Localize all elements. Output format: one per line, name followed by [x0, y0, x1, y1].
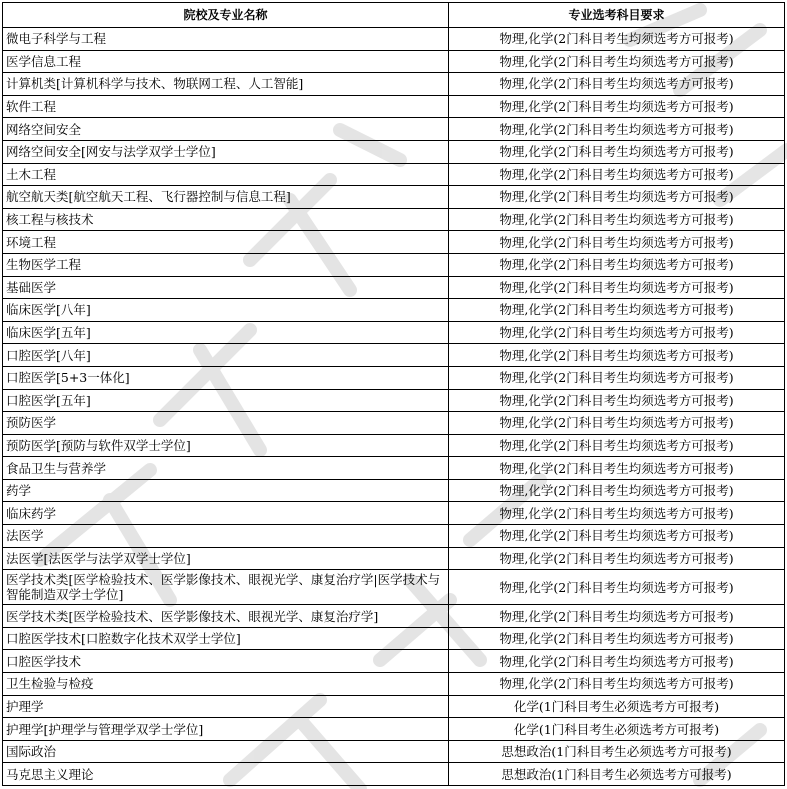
table-row — [3, 95, 785, 118]
major-name-cell: 基础医学 — [3, 276, 449, 299]
major-name-cell: 环境工程 — [3, 231, 449, 254]
table-row — [3, 118, 785, 141]
subject-requirement-cell: 物理,化学(2门科目考生均须选考方可报考) — [449, 650, 785, 673]
table-row — [3, 695, 785, 718]
subject-requirement-cell: 物理,化学(2门科目考生均须选考方可报考) — [449, 321, 785, 344]
header-subject-requirement: 专业选考科目要求 — [449, 3, 785, 28]
subject-requirement-cell: 物理,化学(2门科目考生均须选考方可报考) — [449, 627, 785, 650]
subject-requirement-cell: 物理,化学(2门科目考生均须选考方可报考) — [449, 186, 785, 209]
table-row — [3, 186, 785, 209]
major-name-cell: 计算机类[计算机科学与技术、物联网工程、人工智能] — [3, 73, 449, 96]
subject-requirement-cell: 物理,化学(2门科目考生均须选考方可报考) — [449, 479, 785, 502]
major-name-cell: 预防医学 — [3, 412, 449, 435]
table-row — [3, 163, 785, 186]
table-row — [3, 389, 785, 412]
major-name-cell: 临床药学 — [3, 502, 449, 525]
table-row — [3, 321, 785, 344]
table-row — [3, 740, 785, 763]
subject-requirement-cell: 物理,化学(2门科目考生均须选考方可报考) — [449, 502, 785, 525]
subject-requirement-cell: 物理,化学(2门科目考生均须选考方可报考) — [449, 253, 785, 276]
major-name-cell: 核工程与核技术 — [3, 208, 449, 231]
header-major-name: 院校及专业名称 — [3, 3, 449, 28]
subject-requirement-cell: 思想政治(1门科目考生必须选考方可报考) — [449, 763, 785, 786]
major-name-cell: 口腔医学[八年] — [3, 344, 449, 367]
subject-requirement-cell: 化学(1门科目考生必须选考方可报考) — [449, 695, 785, 718]
subject-requirement-cell: 物理,化学(2门科目考生均须选考方可报考) — [449, 95, 785, 118]
subject-requirement-cell: 物理,化学(2门科目考生均须选考方可报考) — [449, 118, 785, 141]
table-row — [3, 73, 785, 96]
major-name-cell: 食品卫生与营养学 — [3, 457, 449, 480]
subject-requirement-cell: 物理,化学(2门科目考生均须选考方可报考) — [449, 547, 785, 570]
subject-requirement-cell: 物理,化学(2门科目考生均须选考方可报考) — [449, 605, 785, 628]
table-row — [3, 434, 785, 457]
major-name-cell: 护理学[护理学与管理学双学士学位] — [3, 718, 449, 741]
subject-requirements-table — [2, 2, 785, 786]
major-name-cell: 土木工程 — [3, 163, 449, 186]
subject-requirement-cell: 物理,化学(2门科目考生均须选考方可报考) — [449, 525, 785, 548]
table-row — [3, 525, 785, 548]
table-body — [3, 28, 785, 786]
major-name-cell: 马克思主义理论 — [3, 763, 449, 786]
subject-requirement-cell: 物理,化学(2门科目考生均须选考方可报考) — [449, 434, 785, 457]
table-row — [3, 650, 785, 673]
subject-requirement-cell: 物理,化学(2门科目考生均须选考方可报考) — [449, 344, 785, 367]
subject-requirement-cell: 物理,化学(2门科目考生均须选考方可报考) — [449, 299, 785, 322]
subject-requirement-cell: 物理,化学(2门科目考生均须选考方可报考) — [449, 231, 785, 254]
table-row — [3, 253, 785, 276]
table-row — [3, 718, 785, 741]
major-name-cell: 法医学[法医学与法学双学士学位] — [3, 547, 449, 570]
subject-requirement-cell: 物理,化学(2门科目考生均须选考方可报考) — [449, 457, 785, 480]
table-row — [3, 502, 785, 525]
table-row — [3, 605, 785, 628]
subject-requirement-cell: 化学(1门科目考生必须选考方可报考) — [449, 718, 785, 741]
subject-requirement-cell: 物理,化学(2门科目考生均须选考方可报考) — [449, 570, 785, 605]
table-row — [3, 50, 785, 73]
major-name-cell: 口腔医学[5+3一体化] — [3, 366, 449, 389]
subject-requirement-cell: 物理,化学(2门科目考生均须选考方可报考) — [449, 389, 785, 412]
major-name-cell: 网络空间安全[网安与法学双学士学位] — [3, 140, 449, 163]
table-row — [3, 299, 785, 322]
subject-requirement-cell: 物理,化学(2门科目考生均须选考方可报考) — [449, 366, 785, 389]
major-name-cell: 临床医学[八年] — [3, 299, 449, 322]
subject-requirement-cell: 物理,化学(2门科目考生均须选考方可报考) — [449, 163, 785, 186]
table-row — [3, 763, 785, 786]
table-row — [3, 276, 785, 299]
subject-requirement-cell: 物理,化学(2门科目考生均须选考方可报考) — [449, 412, 785, 435]
major-name-cell: 口腔医学技术 — [3, 650, 449, 673]
table-row — [3, 366, 785, 389]
major-name-cell: 微电子科学与工程 — [3, 28, 449, 51]
major-name-cell: 药学 — [3, 479, 449, 502]
subject-requirement-cell: 物理,化学(2门科目考生均须选考方可报考) — [449, 673, 785, 696]
table-row — [3, 28, 785, 51]
major-name-cell: 临床医学[五年] — [3, 321, 449, 344]
major-name-cell: 口腔医学[五年] — [3, 389, 449, 412]
major-name-cell: 预防医学[预防与软件双学士学位] — [3, 434, 449, 457]
subject-requirement-cell: 物理,化学(2门科目考生均须选考方可报考) — [449, 28, 785, 51]
major-name-cell: 航空航天类[航空航天工程、飞行器控制与信息工程] — [3, 186, 449, 209]
table-row — [3, 479, 785, 502]
subject-requirement-cell: 思想政治(1门科目考生必须选考方可报考) — [449, 740, 785, 763]
major-name-cell: 医学技术类[医学检验技术、医学影像技术、眼视光学、康复治疗学] — [3, 605, 449, 628]
subject-requirement-cell: 物理,化学(2门科目考生均须选考方可报考) — [449, 50, 785, 73]
table-row — [3, 344, 785, 367]
major-name-cell: 软件工程 — [3, 95, 449, 118]
subject-requirement-cell: 物理,化学(2门科目考生均须选考方可报考) — [449, 73, 785, 96]
table-row — [3, 231, 785, 254]
major-name-cell: 国际政治 — [3, 740, 449, 763]
major-name-cell: 护理学 — [3, 695, 449, 718]
table-header-row — [3, 3, 785, 28]
subject-requirement-cell: 物理,化学(2门科目考生均须选考方可报考) — [449, 140, 785, 163]
table-row — [3, 547, 785, 570]
table-row — [3, 457, 785, 480]
major-name-cell: 网络空间安全 — [3, 118, 449, 141]
table-row — [3, 627, 785, 650]
major-name-cell: 法医学 — [3, 525, 449, 548]
table-row — [3, 673, 785, 696]
subject-requirement-cell: 物理,化学(2门科目考生均须选考方可报考) — [449, 208, 785, 231]
subject-requirement-cell: 物理,化学(2门科目考生均须选考方可报考) — [449, 276, 785, 299]
table-row — [3, 412, 785, 435]
major-name-cell: 口腔医学技术[口腔数字化技术双学士学位] — [3, 627, 449, 650]
table-row — [3, 570, 785, 605]
table-row — [3, 208, 785, 231]
major-name-cell: 生物医学工程 — [3, 253, 449, 276]
table-row — [3, 140, 785, 163]
major-name-cell: 卫生检验与检疫 — [3, 673, 449, 696]
major-name-cell: 医学信息工程 — [3, 50, 449, 73]
major-name-cell: 医学技术类[医学检验技术、医学影像技术、眼视光学、康复治疗学|医学技术与智能制造双学士学位] — [3, 570, 449, 605]
